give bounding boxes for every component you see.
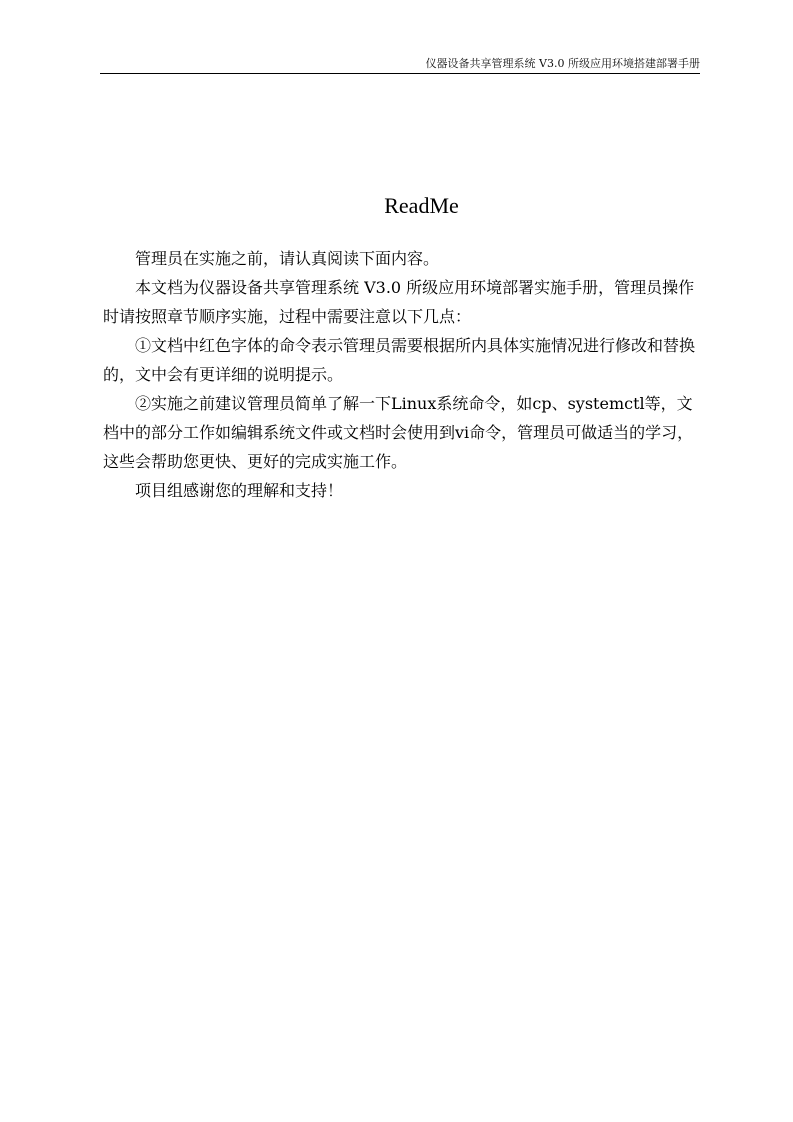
header-rule — [100, 73, 700, 74]
paragraph-purpose: 本文档为仪器设备共享管理系统 V3.0 所级应用环境部署实施手册，管理员操作时请按照章节顺序实施，过程中需要注意以下几点： — [103, 278, 695, 326]
paragraph-intro: 管理员在实施之前，请认真阅读下面内容。 — [135, 249, 440, 268]
paragraph-thanks: 项目组感谢您的理解和支持！ — [135, 481, 344, 500]
document-body — [103, 244, 701, 505]
paragraph-note-2: ②实施之前建议管理员简单了解一下Linux系统命令，如cp、systemctl等，文档中的部分工作如编辑系统文件或文档时会使用到vi命令，管理员可做适当的学习，这些会帮助您更快、更好的完成实施工作。 — [103, 394, 694, 471]
paragraph-note-1: ①文档中红色字体的命令表示管理员需要根据所内具体实施情况进行修改和替换的，文中会有更详细的说明提示。 — [103, 336, 696, 384]
document-title: ReadMe — [384, 193, 459, 218]
header-title: 仪器设备共享管理系统 V3.0 所级应用环境搭建部署手册 — [425, 57, 700, 70]
page-header — [100, 0, 700, 75]
